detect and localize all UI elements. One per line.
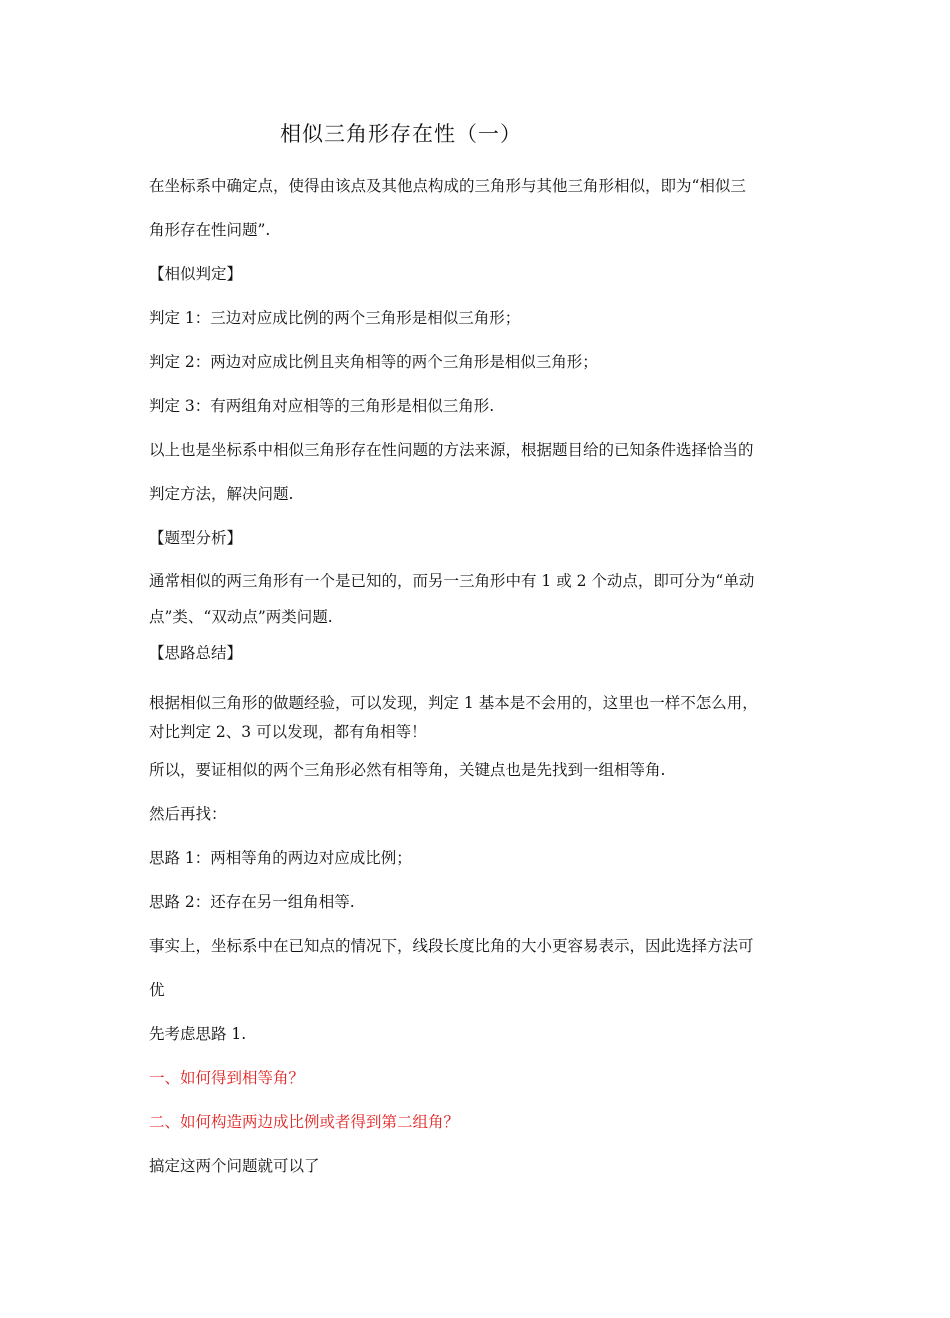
method-line-2: 判定方法，解决问题. xyxy=(149,485,294,503)
section-heading-summary: 【思路总结】 xyxy=(149,644,243,662)
rule-1: 判定 1：三边对应成比例的两个三角形是相似三角形； xyxy=(149,309,521,327)
fact-line-3: 先考虑思路 1. xyxy=(149,1025,247,1043)
fact-line-1: 事实上，坐标系中在已知点的情况下，线段长度比角的大小更容易表示，因此选择方法可 xyxy=(149,937,754,955)
idea-2: 思路 2：还存在另一组角相等. xyxy=(149,893,355,911)
summary-line-3: 所以，要证相似的两个三角形必然有相等角，关键点也是先找到一组相等角. xyxy=(149,761,666,779)
question-2: 二、如何构造两边成比例或者得到第二组角？ xyxy=(149,1113,460,1131)
intro-line-2: 角形存在性问题”. xyxy=(149,221,271,239)
method-line-1: 以上也是坐标系中相似三角形存在性问题的方法来源，根据题目给的已知条件选择恰当的 xyxy=(149,441,754,459)
page-title: 相似三角形存在性（一） xyxy=(280,122,522,146)
section-heading-similarity: 【相似判定】 xyxy=(149,265,243,283)
fact-line-2: 优 xyxy=(149,981,165,999)
closing-line: 搞定这两个问题就可以了 xyxy=(149,1157,320,1175)
summary-line-2: 对比判定 2、3 可以发现，都有角相等！ xyxy=(149,723,427,741)
idea-1: 思路 1：两相等角的两边对应成比例； xyxy=(149,849,412,867)
intro-line-1: 在坐标系中确定点，使得由该点及其他点构成的三角形与其他三角形相似，即为“相似三 xyxy=(149,177,746,195)
question-1: 一、如何得到相等角？ xyxy=(149,1069,305,1087)
section-heading-analysis: 【题型分析】 xyxy=(149,529,243,547)
rule-2: 判定 2：两边对应成比例且夹角相等的两个三角形是相似三角形； xyxy=(149,353,598,371)
summary-line-1: 根据相似三角形的做题经验，可以发现，判定 1 基本是不会用的，这里也一样不怎么用， xyxy=(149,694,758,712)
summary-line-4: 然后再找： xyxy=(149,805,227,823)
rule-3: 判定 3：有两组角对应相等的三角形是相似三角形. xyxy=(149,397,495,415)
analysis-line-1: 通常相似的两三角形有一个是已知的，而另一三角形中有 1 或 2 个动点，即可分为“单动 xyxy=(149,572,755,590)
analysis-line-2: 点”类、“双动点”两类问题. xyxy=(149,608,333,626)
